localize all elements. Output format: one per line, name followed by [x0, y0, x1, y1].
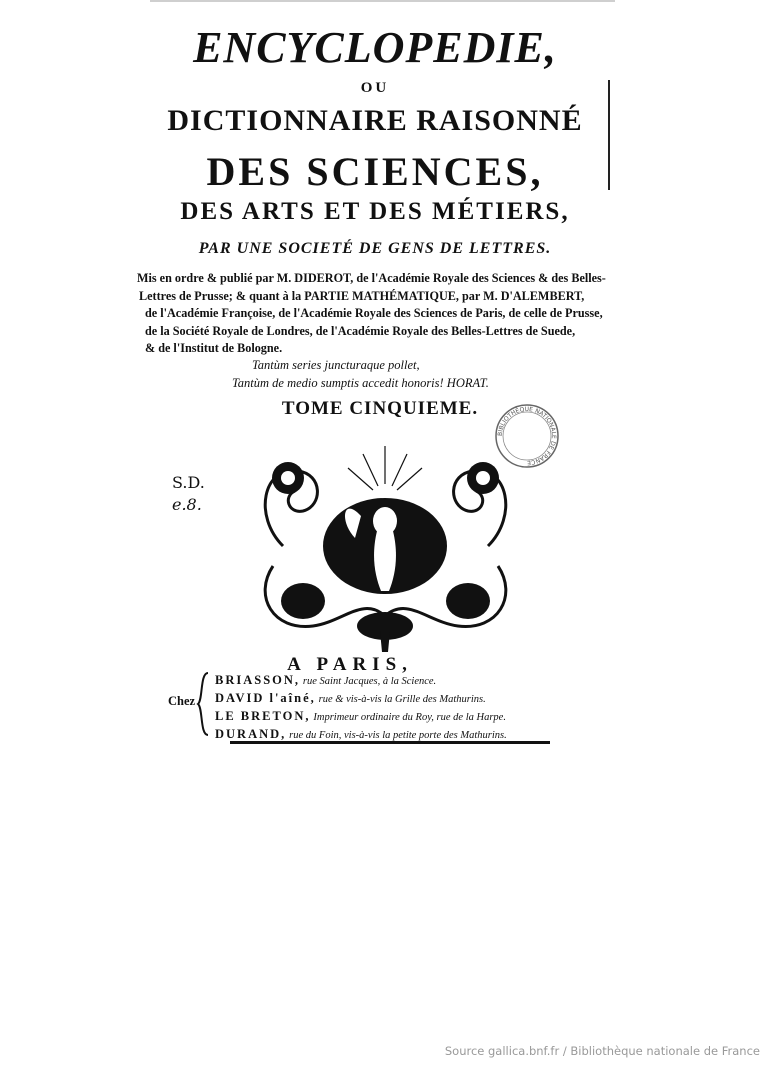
credit-line: de l'Académie Françoise, de l'Académie Royale des Sciences de Paris, de celle de Prusse, — [145, 306, 603, 320]
publisher-address: Imprimeur ordinaire du Roy, rue de la Harpe. — [313, 712, 506, 723]
shelfmark-line-1: S.D. — [172, 473, 205, 492]
editor-credits — [137, 270, 610, 358]
title-conjunction: OU — [360, 80, 390, 96]
subtitle-dictionnaire: DICTIONNAIRE RAISONNÉ — [167, 104, 583, 137]
publisher-address: rue Saint Jacques, à la Science. — [302, 676, 437, 687]
publisher-brace — [196, 672, 210, 736]
publisher-entry — [215, 672, 507, 690]
book-title: ENCYCLOPEDIE, — [193, 23, 557, 72]
publisher-name: LE BRETON, — [215, 709, 311, 723]
subtitle-arts: DES ARTS ET DES MÉTIERS, — [180, 198, 570, 225]
engraved-vignette — [243, 426, 528, 652]
imprint-city: A PARIS, — [287, 654, 413, 675]
bottom-rule — [230, 741, 550, 744]
epigraph-line-1: Tantùm series juncturaque pollet, — [252, 358, 420, 372]
publisher-name: DAVID l'aîné, — [215, 691, 316, 705]
credit-line: & de l'Institut de Bologne. — [145, 341, 283, 355]
credit-line: Mis en ordre & publié par M. DIDEROT, de l'Académie Royale des Sciences & des Belles- — [137, 271, 606, 285]
publisher-list — [215, 672, 507, 744]
authorship-line: PAR UNE SOCIETÉ DE GENS DE LETTRES. — [198, 240, 552, 257]
stamp-text: BIBLIOTHÈQUE NATIONALE DE FRANCE — [496, 405, 558, 467]
epigraph-line-2: Tantùm de medio sumptis accedit honoris! HORAT. — [232, 376, 489, 390]
subtitle-sciences: DES SCIENCES, — [206, 149, 544, 194]
credit-line: de la Société Royale de Londres, de l'Académie Royale des Belles-Lettres de Suede, — [145, 323, 576, 338]
publisher-name: BRIASSON, — [215, 673, 301, 687]
page-edge-line — [150, 0, 615, 2]
volume-label: TOME CINQUIEME. — [281, 398, 479, 419]
publisher-entry — [215, 708, 507, 726]
publisher-name: DURAND, — [215, 727, 287, 741]
publisher-address: rue du Foin, vis-à-vis la petite porte des Mathurins. — [289, 730, 507, 741]
publisher-address: rue & vis-à-vis la Grille des Mathurins. — [318, 694, 486, 705]
source-credit: Source gallica.bnf.fr / Bibliothèque nationale de France — [444, 1044, 760, 1058]
shelfmark-line-2: e.8. — [172, 495, 202, 514]
publisher-entry — [215, 690, 507, 708]
credit-line: Lettres de Prusse; & quant à la PARTIE MATHÉMATIQUE, par M. D'ALEMBERT, — [139, 288, 585, 303]
imprint-chez: Chez — [168, 694, 196, 708]
